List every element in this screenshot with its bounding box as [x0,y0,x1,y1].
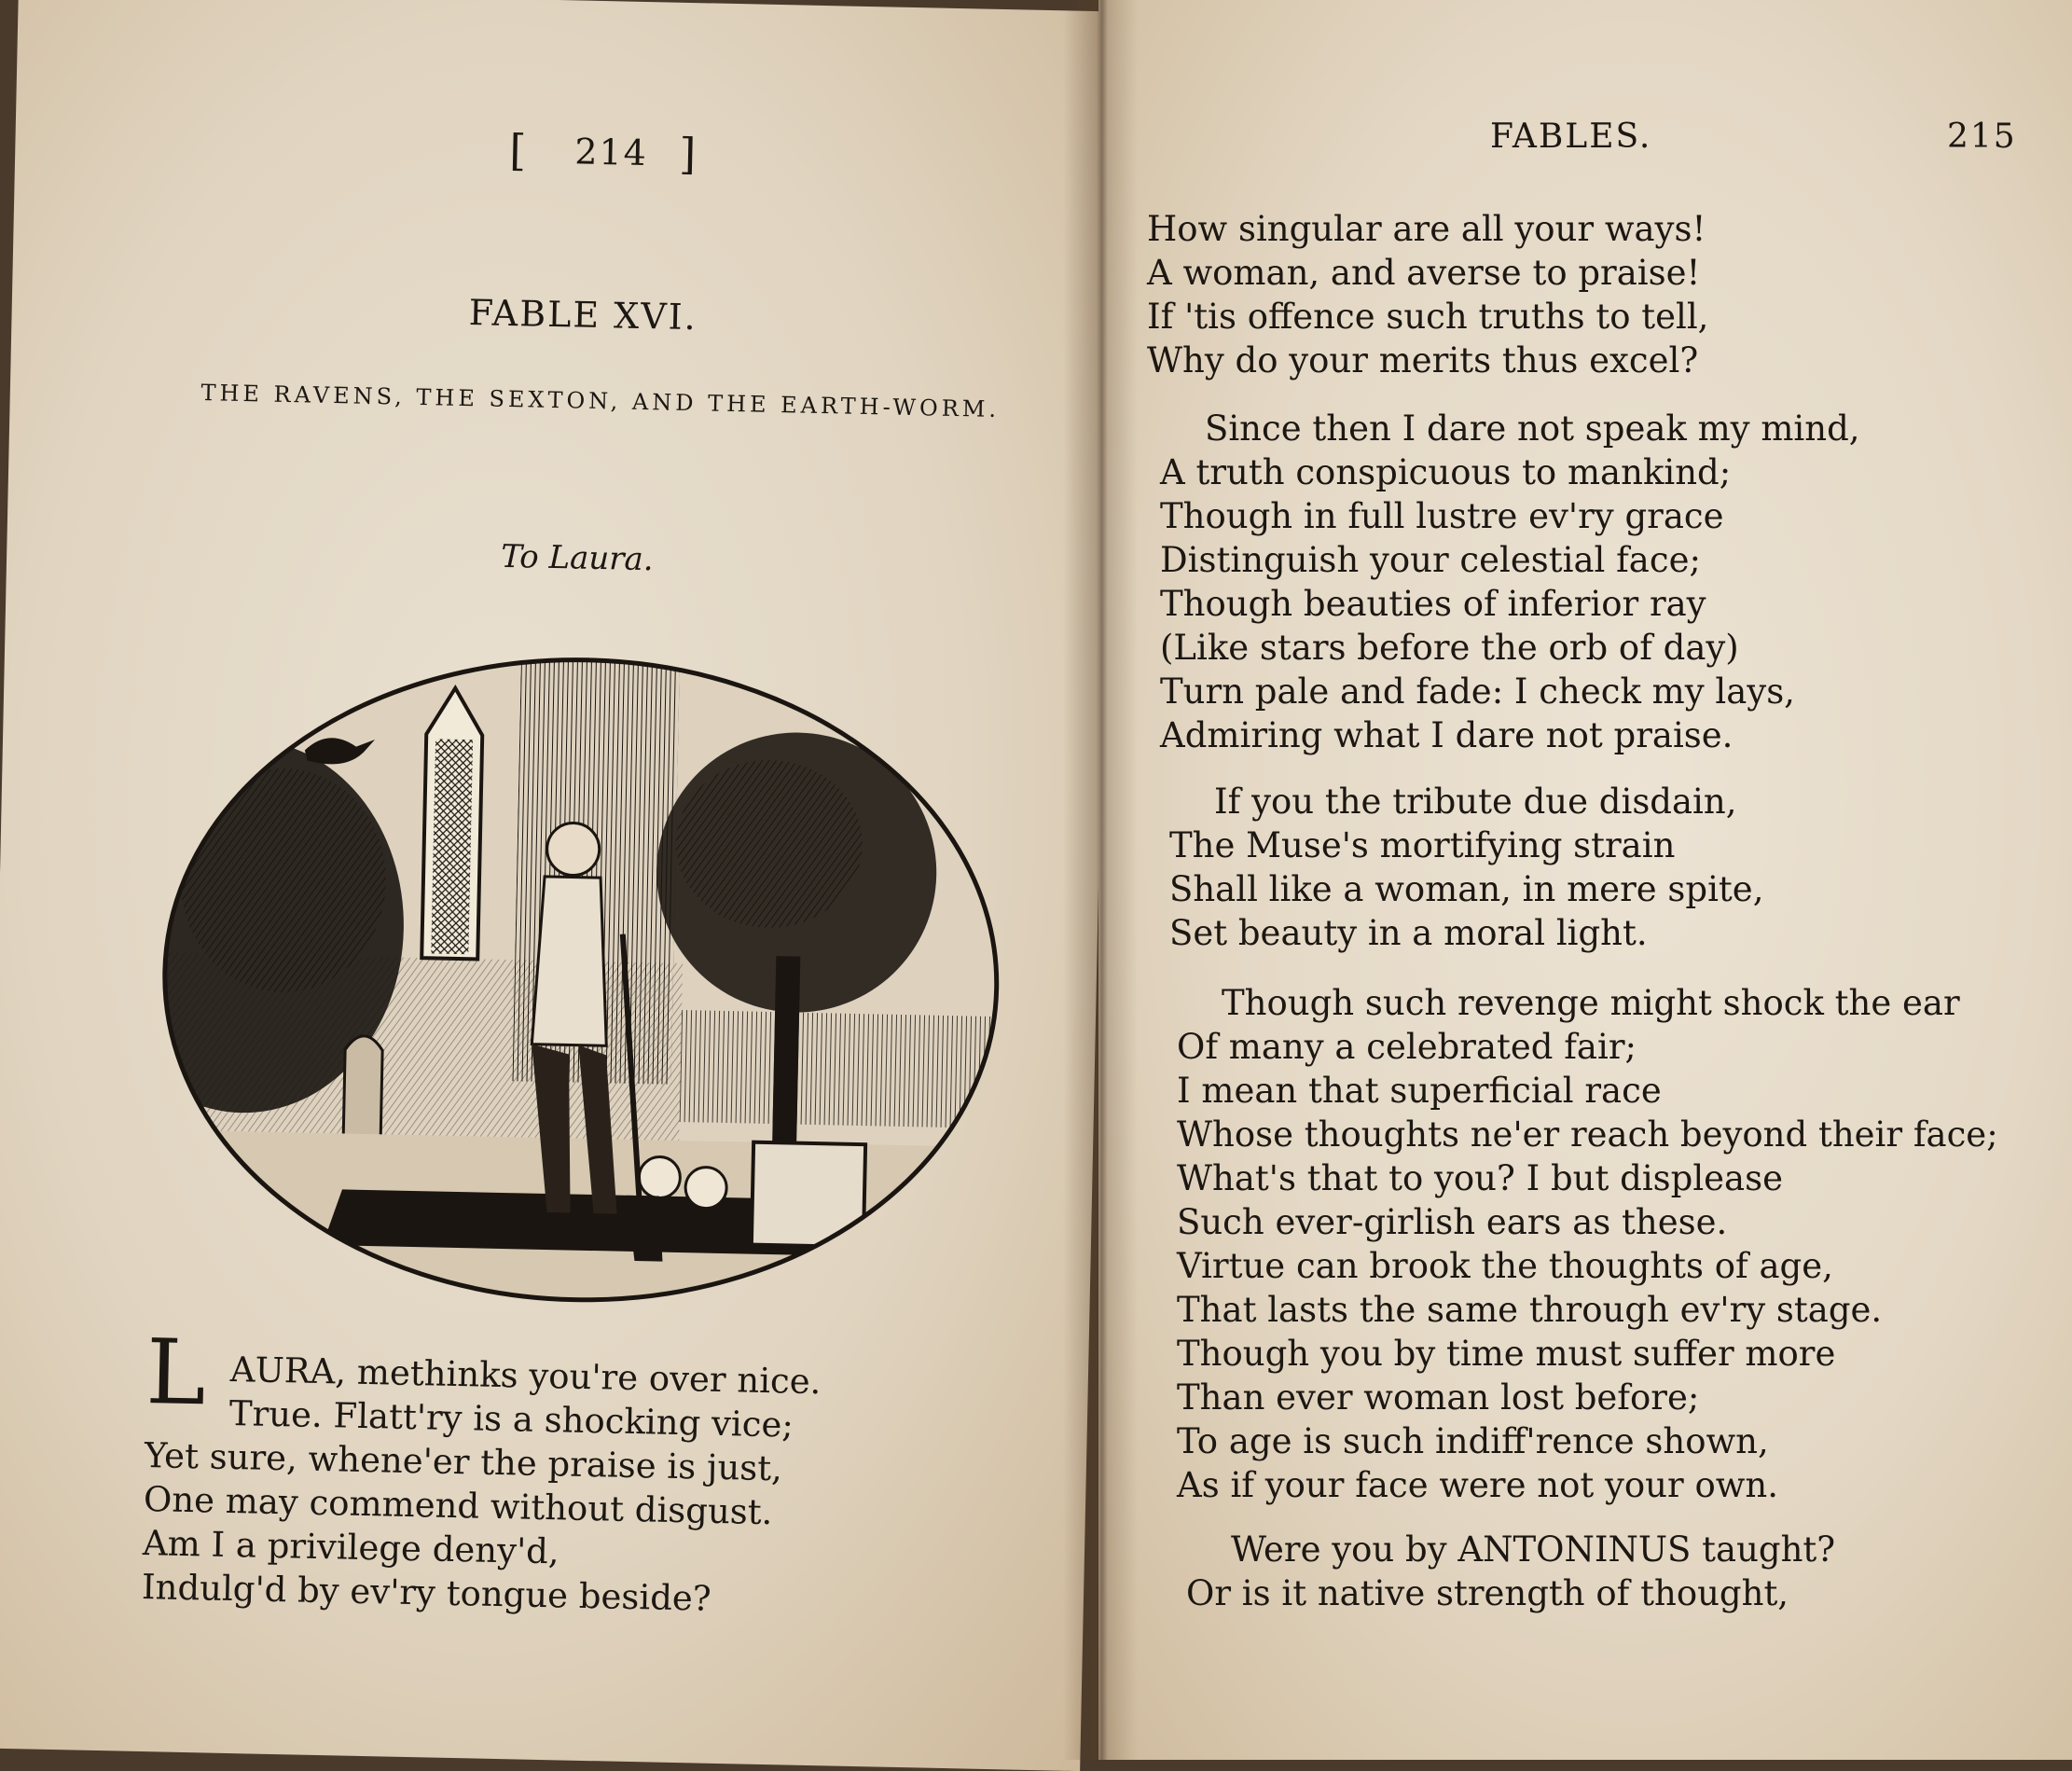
verse-line: Were you by ANTONINUS taught? [1231,1529,1836,1570]
verse-line: A woman, and averse to praise! [1147,253,1701,293]
right-page [1098,0,2072,1760]
verse-line: Since then I dare not speak my mind, [1205,408,1860,449]
engraving-churchyard-icon [154,644,1008,1315]
drop-cap: L [145,1320,207,1426]
verse-line: Whose thoughts ne'er reach beyond their face; [1177,1114,1998,1155]
stanza-1 [1147,207,1708,382]
verse-line: Of many a celebrated fair; [1177,1027,1637,1067]
verse-line: What's that to you? I but displease [1177,1158,1783,1198]
verse-line: Though such revenge might shock the ear [1222,983,1960,1023]
stanza-5 [1186,1528,1835,1615]
verse-line: That lasts the same through ev'ry stage. [1177,1290,1883,1330]
fable-subtitle: THE RAVENS, THE SEXTON, AND THE EARTH-WORM. [200,380,1001,423]
verse-line: Turn pale and fade: I check my lays, [1160,671,1795,712]
verse-line: Though beauties of inferior ray [1160,584,1706,624]
book-gutter [1063,0,1138,1760]
verse-line: Though you by time must suffer more [1177,1334,1836,1374]
verse-line: I mean that superficial race [1177,1071,1662,1111]
verse-line: A truth conspicuous to mankind; [1160,452,1732,492]
verse-line: True. Flatt'ry is a shocking vice; [228,1392,794,1446]
page-bracket-open: [ [508,124,529,176]
verse-line: If 'tis offence such truths to tell, [1147,297,1709,337]
verse-line: If you the tribute due disdain, [1214,782,1737,822]
stanza-3 [1169,780,1763,955]
running-title: FABLES. [1490,118,1652,156]
verse-line: Admiring what I dare not praise. [1160,715,1734,755]
page-number-left: 214 [573,131,649,174]
verse-line: How singular are all your ways! [1147,209,1706,249]
verse-line: Than ever woman lost before; [1177,1377,1700,1418]
page-bracket-close: ] [678,128,698,180]
verse-line: To age is such indiff'rence shown, [1177,1421,1769,1461]
verse-line: Such ever-girlish ears as these. [1177,1202,1728,1242]
verse-line: One may commend without disgust. [143,1479,773,1533]
verse-line: Though in full lustre ev'ry grace [1160,496,1724,536]
verse-line: Distinguish your celestial face; [1160,540,1701,580]
verse-line: The Muse's mortifying strain [1169,825,1676,865]
verse-line: As if your face were not your own. [1177,1465,1778,1505]
stanza-4 [1177,981,1998,1507]
verse-line: Am I a privilege deny'd, [142,1523,560,1572]
verse-line: Shall like a woman, in mere spite, [1169,869,1764,909]
verse-line: Virtue can brook the thoughts of age, [1177,1246,1833,1286]
verse-line: AURA, methinks you're over nice. [229,1349,822,1403]
page-number-right: 215 [1947,118,2017,156]
fable-dedication: To Laura. [500,537,655,579]
verse-line: Yet sure, whene'er the praise is just, [144,1435,783,1489]
stanza-2 [1160,407,1860,757]
verse-left [142,1346,822,1623]
verse-line: Why do your merits thus excel? [1147,340,1699,380]
verse-line: Set beauty in a moral light. [1169,913,1648,953]
fable-title: FABLE XVI. [468,292,698,339]
verse-line: (Like stars before the orb of day) [1160,628,1739,668]
verse-line: Indulg'd by ev'ry tongue beside? [141,1567,712,1619]
verse-line: Or is it native strength of thought, [1186,1573,1789,1613]
